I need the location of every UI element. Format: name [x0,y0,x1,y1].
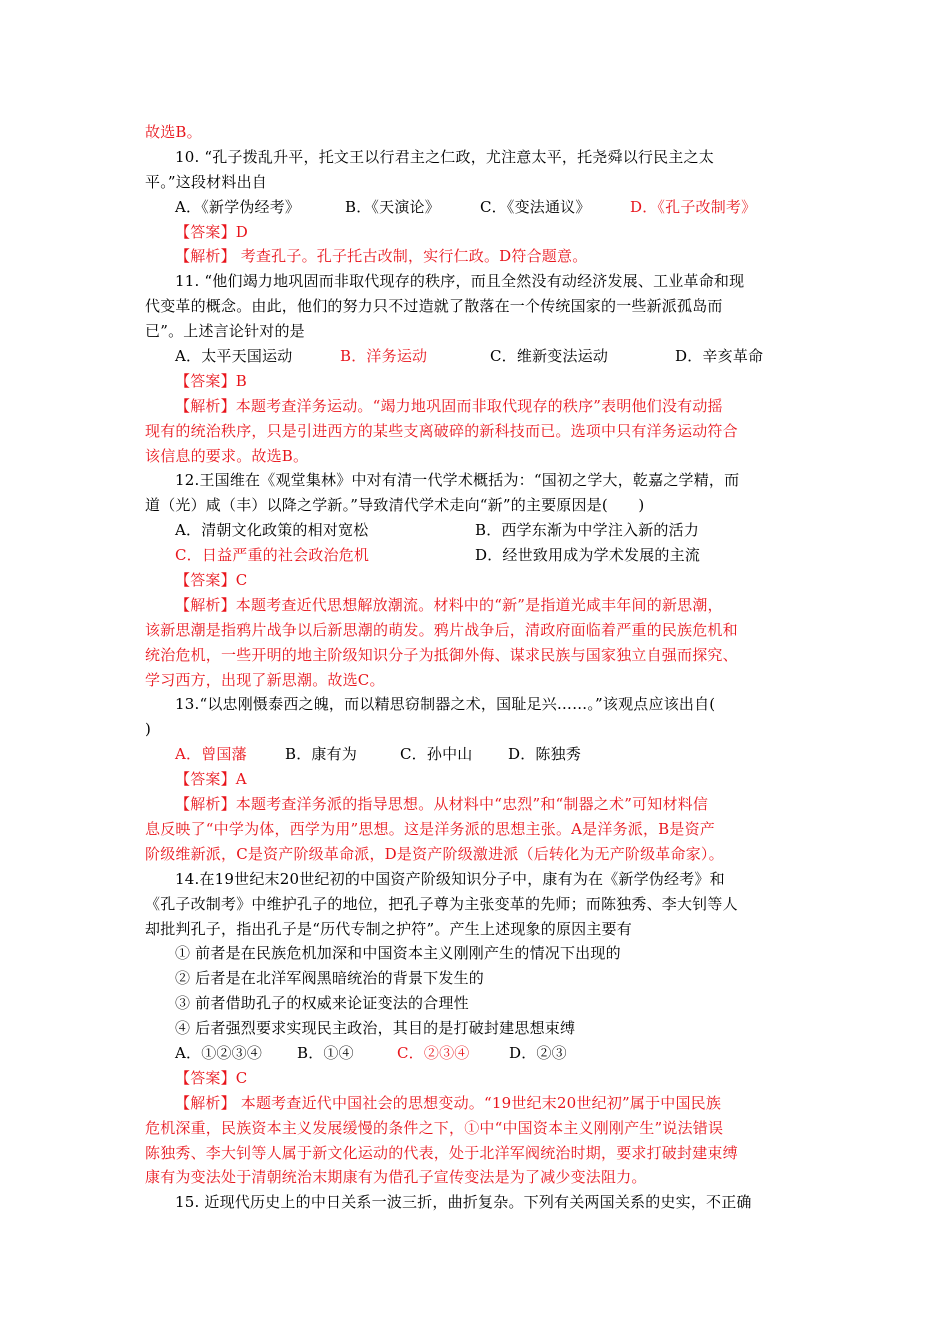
q10-option-d: D．《孔子改制考》 [630,197,757,216]
q13-option-d: D．陈独秀 [508,745,582,764]
q10-analysis: 【解析】 考查孔子。孔子托古改制，实行仁政。D符合题意。 [175,247,588,266]
q14-analysis-line2: 危机深重，民族资本主义发展缓慢的条件之下，①中“中国资本主义刚刚产生”说法错误 [145,1118,724,1137]
q12-stem-line1: 12.王国维在《观堂集林》中对有清一代学术概括为：“国初之学大，乾嘉之学精，而 [175,471,740,490]
q10-option-c: C．《变法通议》 [480,197,591,216]
q14-option-a: A．①②③④ [175,1043,263,1062]
q14-statement-3: ③ 前者借助孔子的权威来论证变法的合理性 [175,994,469,1013]
q12-analysis-line2: 该新思潮是指鸦片战争以后新思潮的萌发。鸦片战争后，清政府面临着严重的民族危机和 [145,620,738,639]
q12-option-a: A．清朝文化政策的相对宽松 [175,521,369,540]
q11-analysis-line1: 【解析】本题考查洋务运动。“竭力地巩固而非取代现存的秩序”表明他们没有动摇 [175,396,723,415]
q12-option-c: C．日益严重的社会政治危机 [175,546,370,565]
q11-analysis-line2: 现有的统治秩序，只是引进西方的某些支离破碎的新科技而已。选项中只有洋务运动符合 [145,421,738,440]
q11-stem-line2: 代变革的概念。由此，他们的努力只不过造就了散落在一个传统国家的一些新派孤岛而 [145,297,723,316]
q14-analysis-line1: 【解析】 本题考查近代中国社会的思想变动。“19世纪末20世纪初”属于中国民族 [175,1093,722,1112]
q13-analysis-line2: 息反映了“中学为体，西学为用”思想。这是洋务派的思想主张。A是洋务派，B是资产 [145,819,715,838]
q11-option-a: A．太平天国运动 [175,347,293,366]
q11-answer: 【答案】B [175,371,248,390]
q13-option-a: A．曾国藩 [175,745,247,764]
q13-stem-line2: ) [145,720,152,739]
q11-stem-line3: 已”。上述言论针对的是 [145,322,305,341]
q13-options [145,742,810,767]
q13-analysis-line1: 【解析】本题考查洋务派的指导思想。从材料中“忠烈”和“制器之术”可知材料信 [175,795,709,814]
q12-analysis-line4: 学习西方，出现了新思潮。故选C。 [145,670,385,689]
q12-stem-line2: 道（光）咸（丰）以降之学新。”导致清代学术走向“新”的主要原因是( ) [145,496,645,515]
q13-stem-line1: 13.“以忠刚慑泰西之魄，而以精思窃制器之术，国耻足兴……。”该观点应该出自( [175,695,716,714]
q14-analysis-line4: 康有为变法处于清朝统治末期康有为借孔子宣传变法是为了减少变法阻力。 [145,1168,647,1187]
q12-answer: 【答案】C [175,571,248,590]
q13-answer: 【答案】A [175,770,247,789]
q11-stem-line1: 11. “他们竭力地巩固而非取代现存的秩序，而且全然没有动经济发展、工业革命和现 [175,272,745,291]
q12-option-d: D．经世致用成为学术发展的主流 [475,546,701,565]
q14-options [145,1041,810,1066]
q14-statement-4: ④ 后者强烈要求实现民主政治，其目的是打破封建思想束缚 [175,1019,576,1038]
q14-answer: 【答案】C [175,1068,248,1087]
q11-options [145,344,810,369]
q10-option-b: B．《天演论》 [345,197,440,216]
q14-stem-line1: 14.在19世纪末20世纪初的中国资产阶级知识分子中，康有为在《新学伪经考》和 [175,869,725,888]
q14-stem-line3: 却批判孔子，指出孔子是“历代专制之护符”。产生上述现象的原因主要有 [145,919,632,938]
q13-analysis-line3: 阶级维新派，C是资产阶级革命派，D是资产阶级激进派（后转化为无产阶级革命家）。 [145,844,724,863]
q14-statement-2: ② 后者是在北洋军阀黑暗统治的背景下发生的 [175,969,484,988]
q13-option-b: B．康有为 [285,745,358,764]
q10-stem-line2: 平。”这段材料出自 [145,172,267,191]
q14-option-c: C．②③④ [397,1043,470,1062]
q11-option-b: B．洋务运动 [340,347,428,366]
q13-option-c: C．孙中山 [400,745,473,764]
q12-analysis-line1: 【解析】本题考查近代思想解放潮流。材料中的“新”是指道光咸丰年间的新思潮， [175,595,723,614]
q14-option-d: D．②③ [509,1043,567,1062]
q10-option-a: A．《新学伪经考》 [175,197,301,216]
q11-analysis-line3: 该信息的要求。故选B。 [145,446,309,465]
q14-statement-1: ① 前者是在民族危机加深和中国资本主义刚刚产生的情况下出现的 [175,944,621,963]
document-page [145,120,810,1215]
q12-analysis-line3: 统治危机，一些开明的地主阶级知识分子为抵御外侮、谋求民族与国家独立自强而探究、 [145,645,738,664]
q14-option-b: B．①④ [297,1043,354,1062]
q14-analysis-line3: 陈独秀、李大钊等人属于新文化运动的代表，处于北洋军阀统治时期，要求打破封建束缚 [145,1143,738,1162]
q10-options [145,195,810,220]
q12-option-b: B．西学东渐为中学注入新的活力 [475,521,700,540]
q15-stem-line1: 15. 近现代历史上的中日关系一波三折，曲折复杂。下列有关两国关系的史实，不正确 [175,1193,752,1212]
q11-option-c: C．维新变法运动 [490,347,609,366]
q11-option-d: D．辛亥革命 [675,347,764,366]
q10-stem-line1: 10. “孔子拨乱升平，托文王以行君主之仁政，尤注意太平，托尧舜以行民主之太 [175,147,714,166]
q14-stem-line2: 《孔子改制考》中维护孔子的地位，把孔子尊为主张变革的先师；而陈独秀、李大钊等人 [145,894,738,913]
q12-options-row1 [145,518,810,543]
q12-options-row2 [145,543,810,568]
prev-conclusion: 故选B。 [145,123,202,141]
q10-answer: 【答案】D [175,222,249,241]
